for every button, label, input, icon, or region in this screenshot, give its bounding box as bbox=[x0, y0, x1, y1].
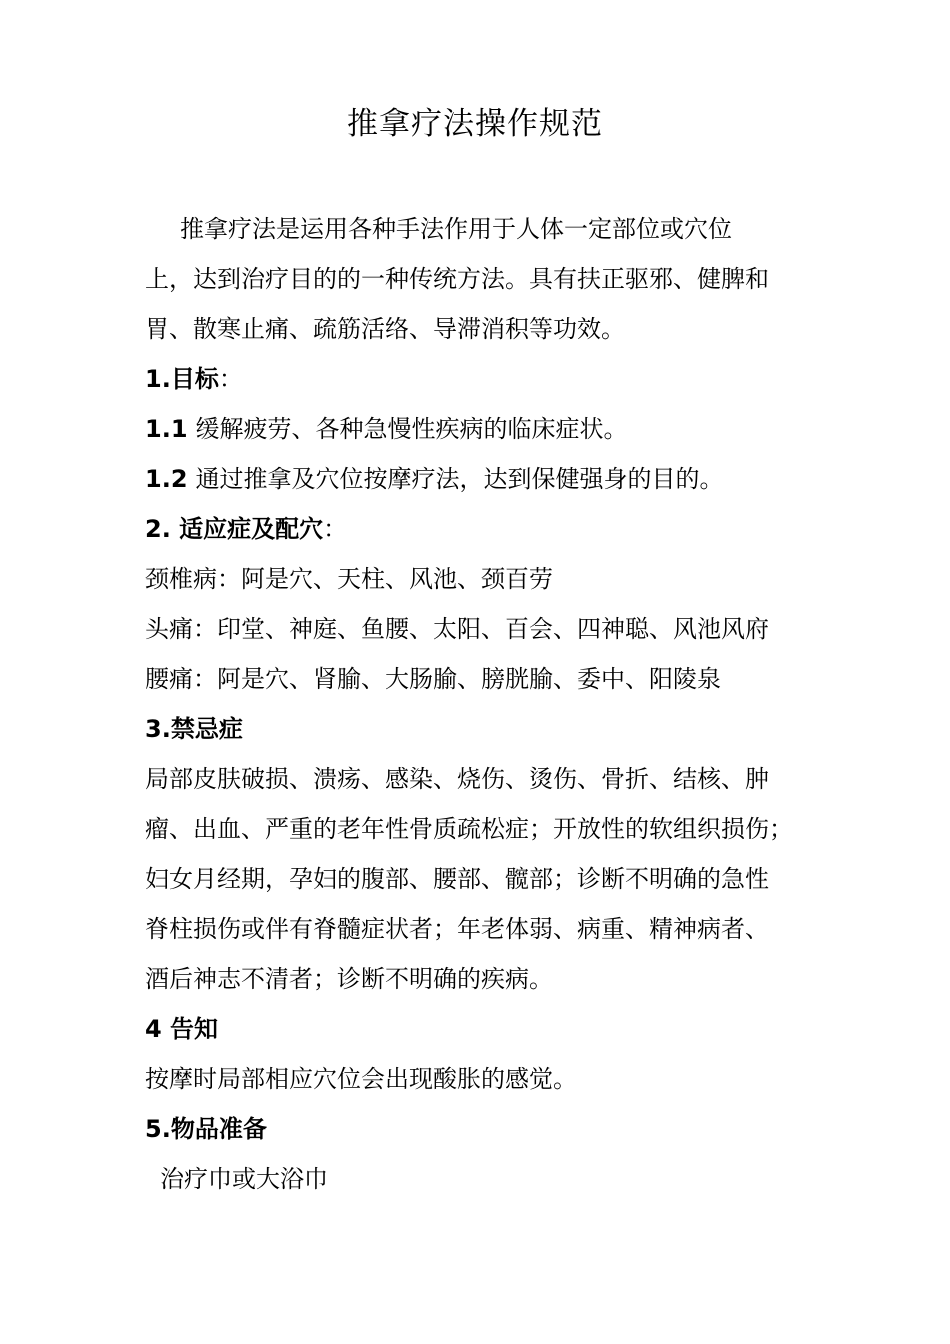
section-1-item-1 bbox=[145, 412, 628, 446]
item-number: 1.2 bbox=[145, 465, 188, 493]
section-1-title: 1.目标 bbox=[145, 365, 219, 393]
intro-line-2: 上，达到治疗目的的一种传统方法。具有扶正驱邪、健脾和 bbox=[145, 265, 769, 293]
section-3-heading: 3.禁忌症 bbox=[145, 715, 243, 743]
section-2-line-1: 颈椎病：阿是穴、天柱、风池、颈百劳 bbox=[145, 565, 553, 593]
section-3-line-3: 妇女月经期，孕妇的腹部、腰部、髋部；诊断不明确的急性 bbox=[145, 865, 769, 893]
section-5-text: 治疗巾或大浴巾 bbox=[160, 1165, 328, 1193]
section-2-title: 2. 适应症及配穴 bbox=[145, 515, 324, 543]
section-3-line-4: 脊柱损伤或伴有脊髓症状者；年老体弱、病重、精神病者、 bbox=[145, 915, 769, 943]
section-3-line-5: 酒后神志不清者；诊断不明确的疾病。 bbox=[145, 965, 553, 993]
item-text: 通过推拿及穴位按摩疗法，达到保健强身的目的。 bbox=[195, 465, 724, 493]
intro-line-1: 推拿疗法是运用各种手法作用于人体一定部位或穴位 bbox=[180, 215, 732, 243]
section-1-heading bbox=[145, 362, 243, 396]
section-1-item-2 bbox=[145, 462, 724, 496]
section-4-text: 按摩时局部相应穴位会出现酸胀的感觉。 bbox=[145, 1065, 577, 1093]
section-2-heading bbox=[145, 512, 347, 546]
section-5-heading: 5.物品准备 bbox=[145, 1115, 267, 1143]
item-number: 1.1 bbox=[145, 415, 188, 443]
section-2-colon: ： bbox=[323, 515, 348, 543]
section-4-heading: 4 告知 bbox=[145, 1015, 219, 1043]
section-3-line-2: 瘤、出血、严重的老年性骨质疏松症；开放性的软组织损伤； bbox=[145, 815, 793, 843]
section-3-line-1: 局部皮肤破损、溃疡、感染、烧伤、烫伤、骨折、结核、肿 bbox=[145, 765, 769, 793]
document-title: 推拿疗法操作规范 bbox=[347, 106, 603, 142]
intro-line-3: 胃、散寒止痛、疏筋活络、导滞消积等功效。 bbox=[145, 315, 625, 343]
section-2-line-3: 腰痛：阿是穴、肾腧、大肠腧、膀胱腧、委中、阳陵泉 bbox=[145, 665, 721, 693]
item-text: 缓解疲劳、各种急慢性疾病的临床症状。 bbox=[195, 415, 628, 443]
section-1-colon: ： bbox=[218, 365, 243, 393]
section-2-line-2: 头痛：印堂、神庭、鱼腰、太阳、百会、四神聪、风池风府 bbox=[145, 615, 769, 643]
